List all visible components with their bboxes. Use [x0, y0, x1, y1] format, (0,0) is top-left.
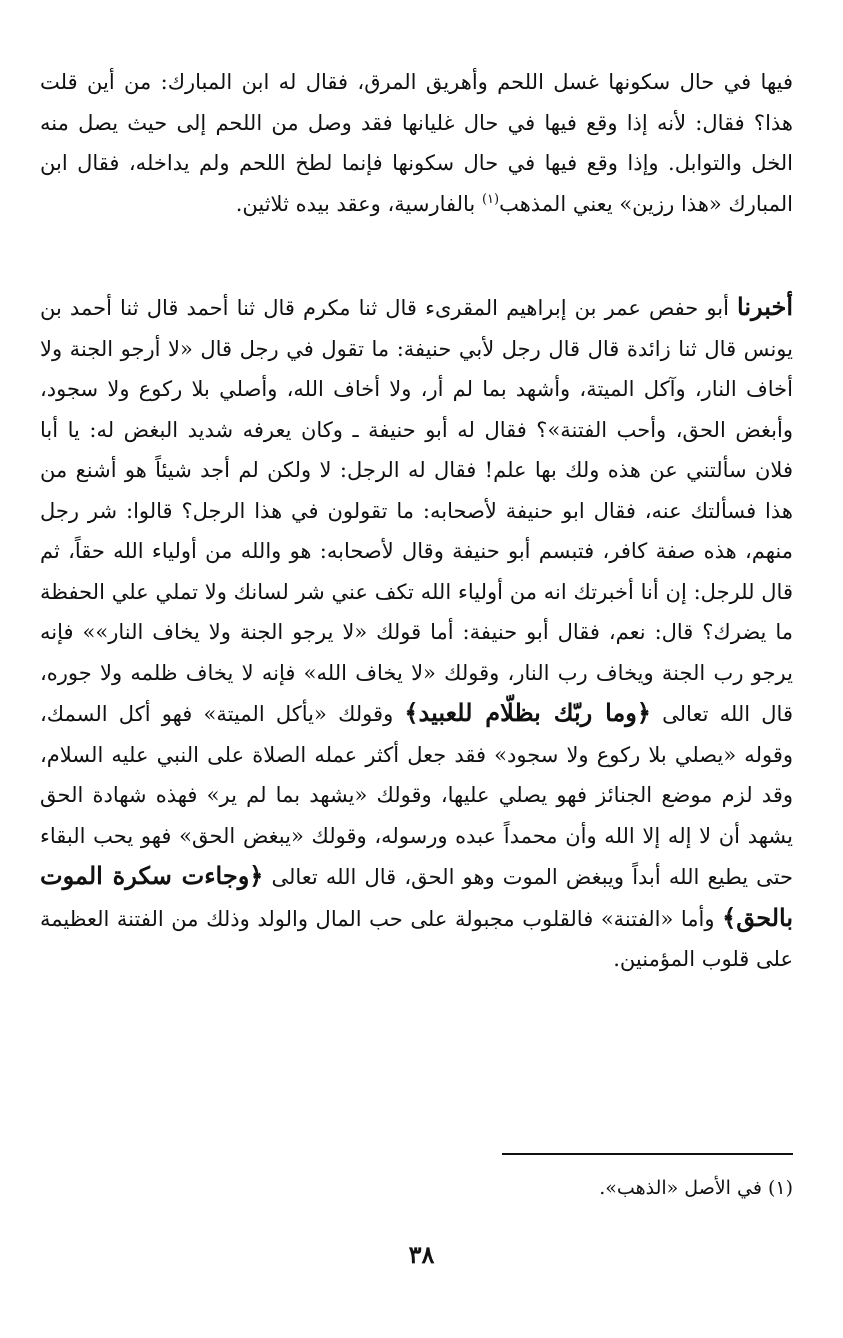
quran-verse-2: ﴿وجاءت سكرة الموت بالحق﴾: [40, 861, 793, 932]
paragraph-1-text-end: بالفارسية، وعقد بيده ثلاثين.: [235, 191, 482, 216]
footnote-divider: [502, 1153, 793, 1155]
quran-verse-1: ﴿وما ربّك بظلّام للعبيد﴾: [404, 698, 651, 727]
page-number: ٣٨: [408, 1240, 435, 1269]
paragraph-1-text: فيها في حال سكونها غسل اللحم وأهريق المرق، فقال له ابن المبارك: من أين قلت هذا؟ فقال: لأنه إذا وقع فيها في حال غليانها فقد وصل من اللحم إلى حيث يصل منه الخل والتوابل. وإذا وقع فيها في حال سكونها فإنما لطخ اللحم ولم يداخله، فقال ابن المبارك «هذا رزين» يعني المذهب: [40, 70, 793, 216]
paragraph-1: [40, 62, 793, 224]
lead-word: أخبرنا: [737, 292, 793, 321]
paragraph-2-text-c: وأما «الفتنة» فالقلوب مجبولة على حب المال والولد وذلك من الفتنة العظيمة على قلوب المؤمنين.: [40, 906, 793, 971]
paragraph-2-text-a: أبو حفص عمر بن إبراهيم المقرىء قال ثنا مكرم قال ثنا أحمد قال ثنا أحمد بن يونس قال ثنا زائدة قال قال رجل لأبي حنيفة: ما تقول في رجل قال «لا أرجو الجنة ولا أخاف النار، وآكل الميتة، وأشهد بما لم أر، ولا أخاف الله، وأصلي بلا ركوع ولا سجود، وأبغض الحق، وأحب الفتنة»؟ فقال له أبو حنيفة ـ وكان يعرفه شديد البغض له: يا أبا فلان سألتني عن هذه ولك بها علم! فقال له الرجل: لا ولكن لم أجد شيئاً هو أشنع من هذا فسألتك عنه، فقال ابو حنيفة لأصحابه: ما تقولون في هذا الرجل؟ قالوا: شر رجل منهم، هذه صفة كافر، فتبسم أبو حنيفة وقال لأصحابه: هو والله من أولياء الله حقاً، ثم قال للرجل: إن أنا أخبرتك انه من أولياء الله تكف عني شر لسانك ولا تملي علي الحفظة ما يضرك؟ قال: نعم، فقال أبو حنيفة: أما قولك «لا يرجو الجنة ولا يخاف النار»» فإنه يرجو رب الجنة ويخاف رب النار، وقولك «لا يخاف الله» فإنه لا يخاف ظلمه ولا جوره، قال الله تعالى: [40, 296, 793, 726]
footnote-reference: (١): [481, 191, 500, 207]
paragraph-2-text-b: وقولك «يأكل الميتة» فهو أكل السمك، وقوله «يصلي بلا ركوع ولا سجود» فقد جعل أكثر عمله الصلاة على النبي عليه السلام، وقد لزم موضع الجنائز فهو يصلي عليها، وقولك «يشهد بما لم ير» فهذه شهادة الحق يشهد أن لا إله إلا الله وأن محمداً عبده ورسوله، وقولك «يبغض الحق» فهو يحب البقاء حتى يطيع الله أبداً ويبغض الموت وهو الحق، قال الله تعالى: [40, 702, 794, 889]
footnote: (١) في الأصل «الذهب».: [599, 1177, 793, 1199]
paragraph-2: [40, 287, 793, 980]
